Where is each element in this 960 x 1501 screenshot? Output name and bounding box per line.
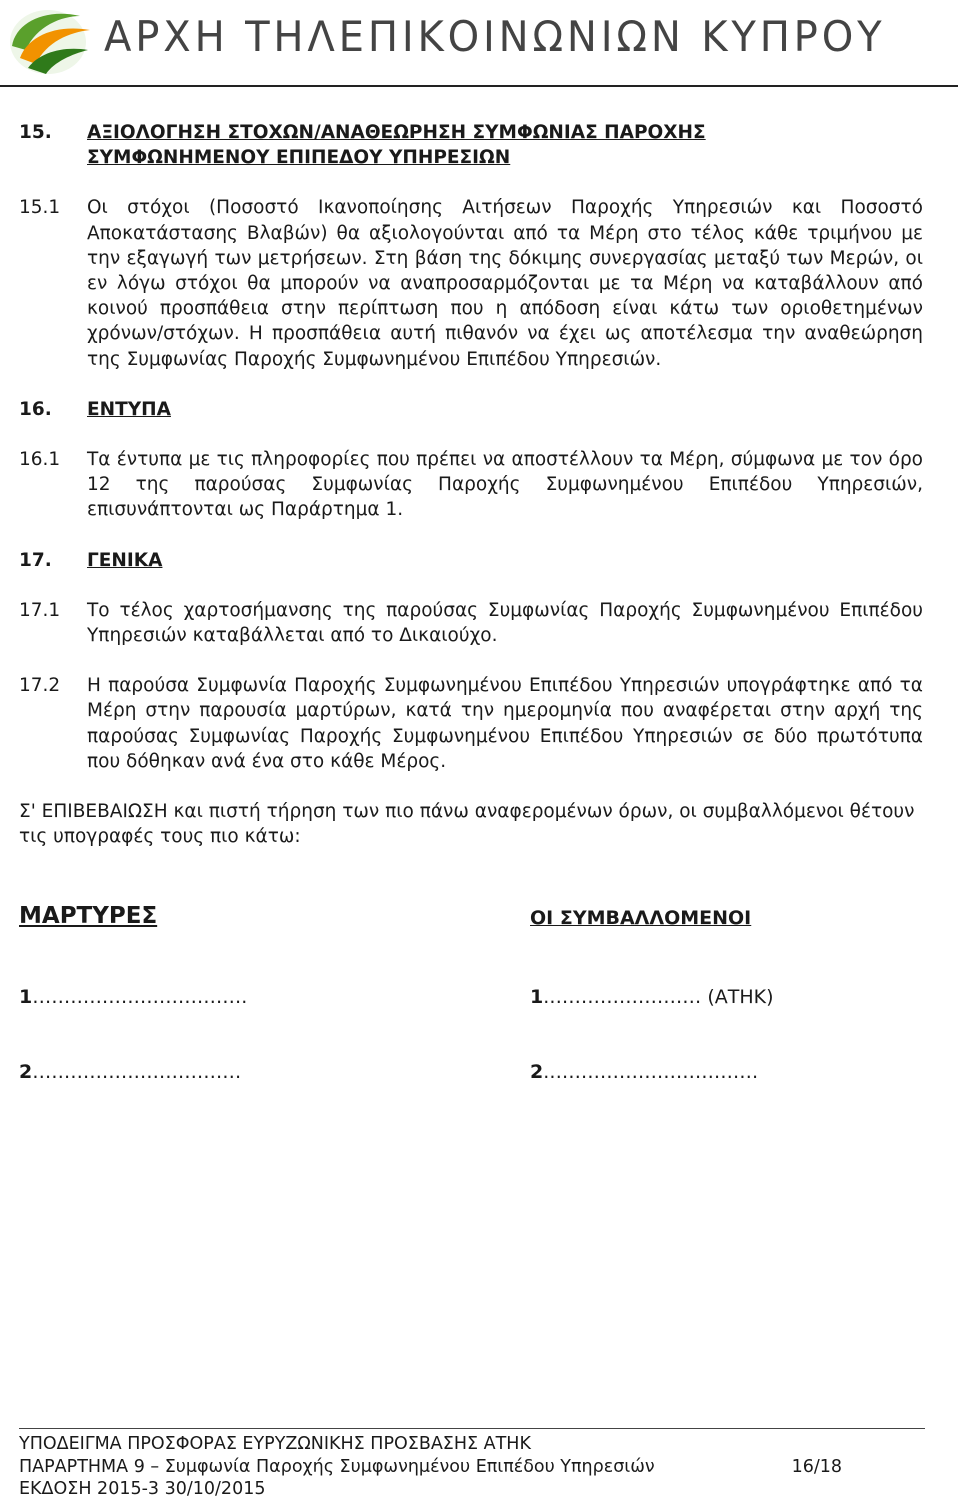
clause-text: Το τέλος χαρτοσήμανσης της παρούσας Συμφωνίας Παροχής Συμφωνημένου Επιπέδου Υπηρεσιών καταβάλλεται από το Δικαιούχο. [87,599,923,647]
section-title-line-1: ΑΞΙΟΛΟΓΗΣΗ ΣΤΟΧΩΝ/ΑΝΑΘΕΩΡΗΣΗ ΣΥΜΦΩΝΙΑΣ ΠΑΡΟΧΗΣ [87,122,706,143]
witnesses-column [19,903,157,933]
section-15-heading [19,120,923,170]
clause-number: 17.2 [19,675,61,697]
header-divider [0,85,958,87]
witness-2-dots: …………………………… [32,1061,242,1083]
section-17-heading [19,548,923,573]
footer-line-2-row [19,1456,925,1479]
parties-column [530,903,751,933]
confirmation-paragraph: Σ' ΕΠΙΒΕΒΑΙΩΣΗ και πιστή τήρηση των πιο πάνω αναφερομένων όρων, οι συμβαλλόμενοι θέτουν τις υπογραφές τους πιο κάτω: [19,801,915,848]
document-body [19,120,923,849]
section-title-line-2: ΣΥΜΦΩΝΗΜΕΝΟΥ ΕΠΙΠΕΔΟΥ ΥΠΗΡΕΣΙΩΝ [87,147,511,169]
page-footer [19,1433,925,1501]
organization-name: ΑΡΧΗ ΤΗΛΕΠΙΚΟΙΝΩΝΙΩΝ ΚΥΠΡΟΥ [104,12,886,61]
party-2-dots: .…………………………… [543,1061,759,1083]
section-title: ΓΕΝΙΚΑ [87,549,163,571]
footer-line-1: ΥΠΟΔΕΙΓΜΑ ΠΡΟΣΦΟΡΑΣ ΕΥΡΥΖΩΝΙΚΗΣ ΠΡΟΣΒΑΣΗΣ ΑΤΗΚ [19,1434,531,1454]
clause-text: Τα έντυπα με τις πληροφορίες που πρέπει να αποστέλλουν τα Μέρη, σύμφωνα με τον όρο 12 της παρούσας Συμφωνίας Παροχής Συμφωνημένου Επιπέδου Υπηρεσιών, επισυνάπτονται ως Παράρτημα 1. [87,449,923,521]
clause-17-2 [19,673,923,774]
clause-16-1 [19,447,923,523]
clause-number: 15.1 [19,197,61,219]
footer-line-3: ΕΚΔΟΣΗ 2015-3 30/10/2015 [19,1479,266,1499]
party-2-number: 2 [530,1061,544,1083]
footer-divider [19,1428,925,1429]
clause-17-1 [19,598,923,648]
parties-title: ΟΙ ΣΥΜΒΑΛΛΟΜΕΝΟΙ [530,907,752,929]
witness-1-signature-line [19,986,247,1008]
witness-2-signature-line [19,1061,241,1083]
section-title [87,120,706,170]
witness-2-number: 2 [19,1061,33,1083]
clause-text: Η παρούσα Συμφωνία Παροχής Συμφωνημένου Επιπέδου Υπηρεσιών υπογράφτηκε από τα Μέρη στην παρουσία μαρτύρων, κατά την ημερομηνία που αναφέρεται στην αρχή της παρούσας Συμφωνίας Παροχής Συμφωνημένου Επιπέδου Υπηρεσιών σε δύο πρωτότυπα που δόθηκαν ανά ένα στο κάθε Μέρος. [87,675,923,772]
atik-logo-icon [6,2,94,78]
section-number: 16. [19,398,52,420]
page-header [0,0,960,86]
page-number: 16/18 [791,1456,842,1477]
clause-number: 17.1 [19,599,61,621]
section-number: 17. [19,549,52,571]
section-number: 15. [19,122,52,143]
footer-line-2: ΠΑΡΑΡΤΗΜΑ 9 – Συμφωνία Παροχής Συμφωνημένου Επιπέδου Υπηρεσιών [19,1456,655,1477]
party-1-number: 1 [530,986,544,1008]
witnesses-title: ΜΑΡΤΥΡΕΣ [19,903,158,929]
party-2-signature-line [530,1061,758,1083]
witness-1-number: 1 [19,986,33,1008]
section-title: ΕΝΤΥΠΑ [87,398,171,420]
section-16-heading [19,397,923,422]
party-1-signature-line [530,986,774,1008]
clause-number: 16.1 [19,449,61,471]
witness-1-dots: ……………………………. [32,986,248,1008]
party-1-dots: .…………………… (ΑΤΗΚ) [543,986,774,1008]
clause-text: Οι στόχοι (Ποσοστό Ικανοποίησης Αιτήσεων Παροχής Υπηρεσιών και Ποσοστό Αποκατάστασης Βλαβών) θα αξιολογούνται από τα Μέρη στο τέλος κάθε τριμήνου με την εξαγωγή των μετρήσεων. Στη βάση της δόκιμης συνεργασίας μεταξύ των Μερών, οι εν λόγω στόχοι θα μπορούν να αναπροσαρμόζονται με τα Μέρη να καταβάλλουν από κοινού προσπάθεια στην περίπτωση που η απόδοση είναι κάτω των οριοθετημένων χρόνων/στόχων. Η προσπάθεια αυτή πιθανόν να έχει ως αποτέλεσμα την αναθεώρηση της Συμφωνίας Παροχής Συμφωνημένου Επιπέδου Υπηρεσιών. [87,197,923,370]
clause-15-1 [19,195,923,371]
